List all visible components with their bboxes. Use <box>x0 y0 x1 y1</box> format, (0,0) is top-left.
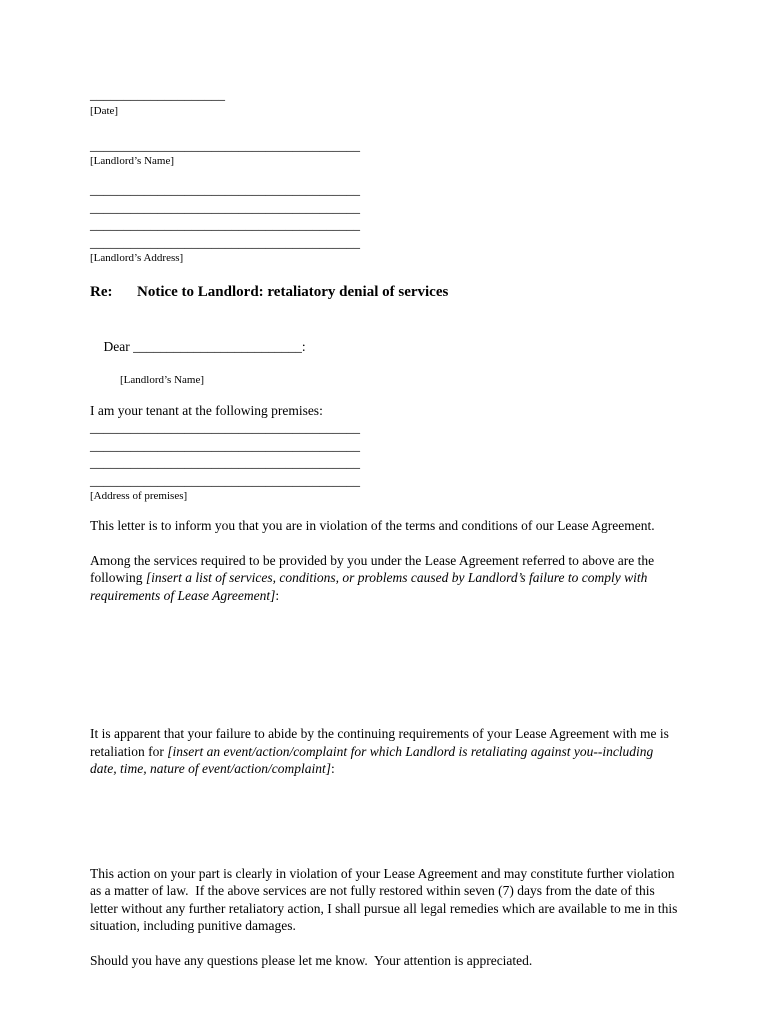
date-blank-line: ____________________ <box>90 87 225 102</box>
salutation-blank-line: _________________________ <box>133 338 302 354</box>
date-label: [Date] <box>90 104 119 117</box>
salutation-line <box>90 320 680 373</box>
subject-title: Notice to Landlord: retaliatory denial of services <box>137 284 449 300</box>
subject-line <box>90 283 680 301</box>
landlord-address-label: [Landlord’s Address] <box>90 252 184 264</box>
blank-writing-space <box>90 778 680 848</box>
landlord-address-blank-line: ________________________________________ <box>90 182 360 197</box>
salutation-landlord-name-label: [Landlord’s Name] <box>120 373 204 386</box>
premises-blank-line: ________________________________________ <box>90 420 360 435</box>
salutation-prefix: Dear <box>103 338 134 354</box>
landlord-address-block <box>90 181 680 266</box>
subject-prefix: Re: <box>90 284 113 300</box>
date-block <box>90 86 680 119</box>
paragraph-retaliation <box>90 725 680 778</box>
blank-writing-space <box>90 604 680 708</box>
premises-blank-line: ________________________________________ <box>90 455 360 470</box>
landlord-address-blank-line: ________________________________________ <box>90 217 360 232</box>
paragraph-text: : <box>275 587 280 603</box>
premises-blank-line: ________________________________________ <box>90 472 360 488</box>
paragraph-text: It is apparent that your failure to abide by the continuing requirements of your Lease Agreement with me is retaliation for <box>90 726 673 759</box>
paragraph-text: : <box>330 761 335 776</box>
premises-intro: I am your tenant at the following premises: <box>90 402 323 418</box>
landlord-address-blank-line: ________________________________________ <box>90 199 360 215</box>
paragraph-text: Among the services required to be provided by you under the Lease Agreement referred to above are the following <box>90 552 658 585</box>
paragraph-violation-notice: This letter is to inform you that you are in violation of the terms and conditions of our Lease Agreement. <box>90 518 655 533</box>
landlord-name-blank-line: ________________________________________ <box>90 137 360 153</box>
paragraph-services-list <box>90 552 680 605</box>
premises-blank-line: ________________________________________ <box>90 437 360 453</box>
placeholder-instruction: [insert an event/action/complaint for which Landlord is retaliating against you--including date, time, nature of event/action/complaint] <box>90 743 657 776</box>
placeholder-instruction: [insert a list of services, conditions, or problems caused by Landlord’s failure to comply with requirements of Lease Agreement] <box>90 570 651 603</box>
landlord-name-label: [Landlord’s Name] <box>90 155 174 167</box>
salutation-colon: : <box>301 338 306 354</box>
premises-block <box>90 402 680 505</box>
premises-address-label: [Address of premises] <box>90 490 188 502</box>
paragraph-closing: Should you have any questions please let me know. Your attention is appreciated. <box>90 952 533 968</box>
landlord-address-blank-line: ________________________________________ <box>90 234 360 250</box>
paragraph-legal-remedies: This action on your part is clearly in violation of your Lease Agreement and may constitute further violation as a matter of law. If the above services are not fully restored within seven (7) days from the date of this letter without any further retaliatory action, I shall pursue all legal remedies which are available to me in this situation, including punitive damages. <box>90 865 681 933</box>
landlord-name-block <box>90 137 680 170</box>
